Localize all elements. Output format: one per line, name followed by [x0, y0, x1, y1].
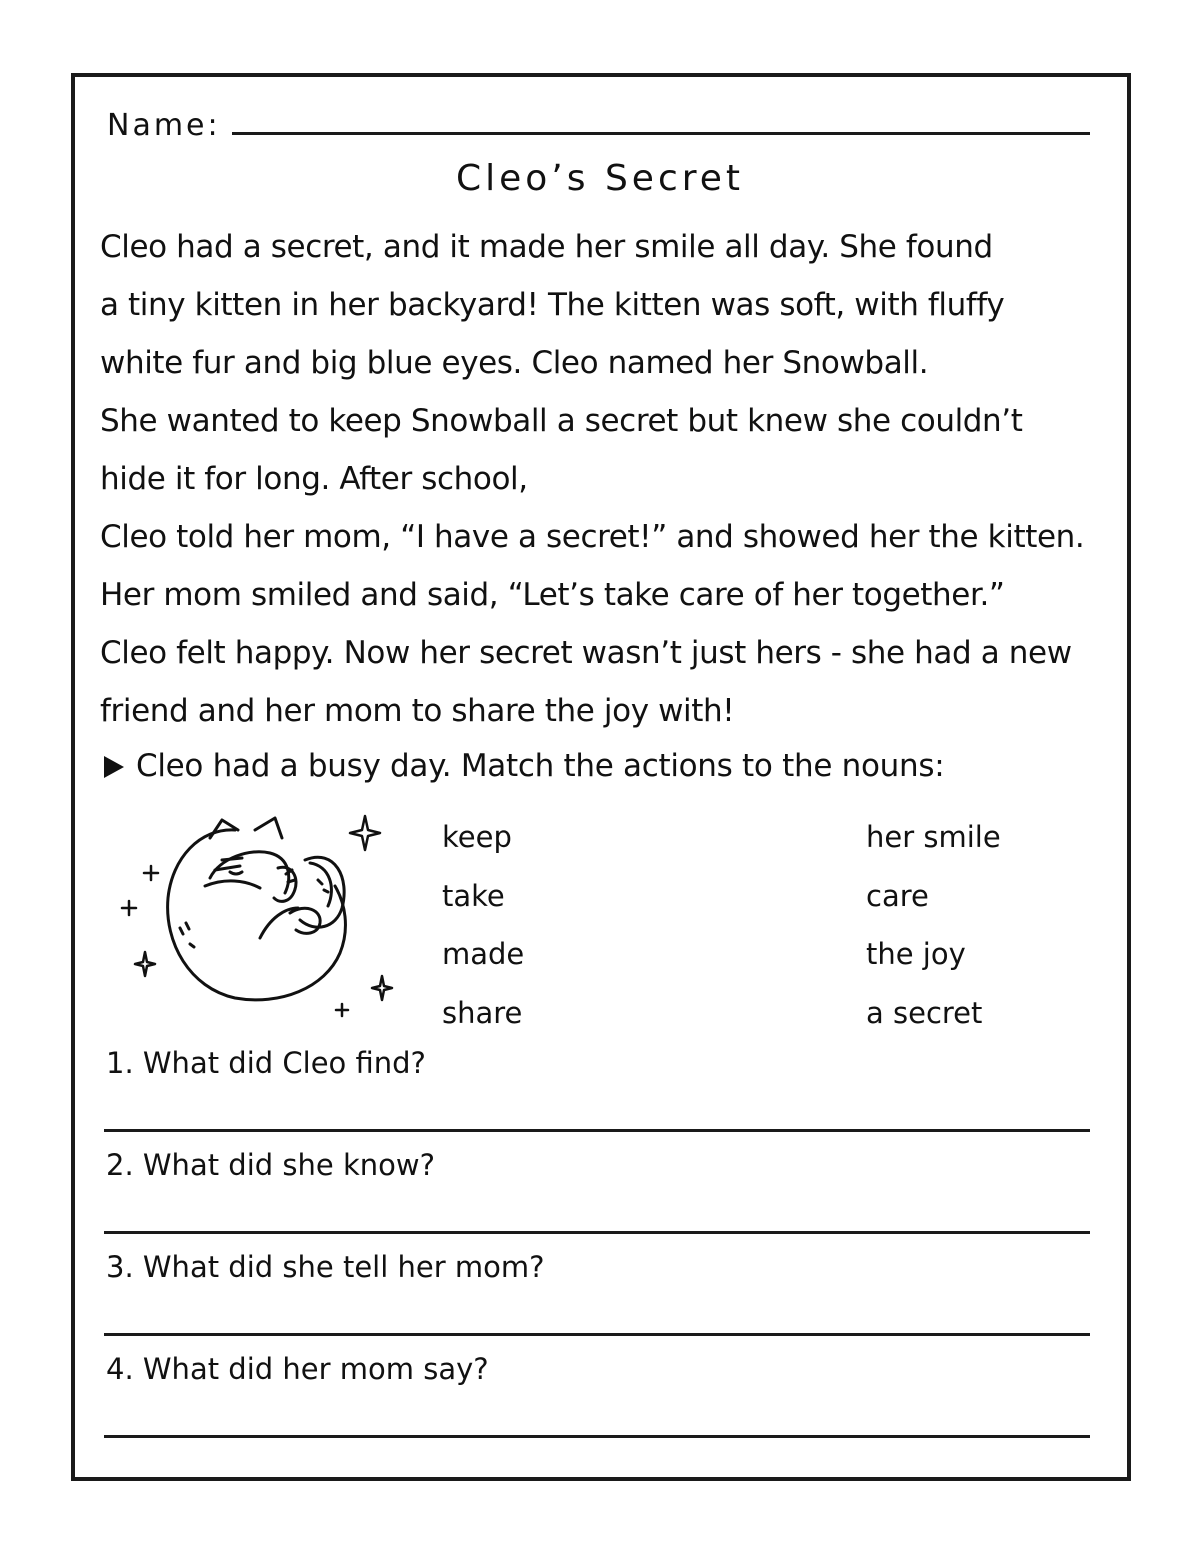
- question-item: [106, 1247, 1092, 1349]
- story-line: friend and her mom to share the joy with!: [100, 693, 735, 729]
- story-line: She wanted to keep Snowball a secret but knew she couldn’t: [100, 403, 1023, 439]
- verb-item[interactable]: take: [442, 878, 505, 913]
- triangle-bullet-icon: [104, 756, 124, 778]
- verb-column: [442, 808, 524, 1042]
- matching-instruction: [104, 748, 944, 784]
- question-text: 4. What did her mom say?: [106, 1352, 489, 1386]
- worksheet-title: Cleo’s Secret: [455, 158, 745, 199]
- noun-item[interactable]: care: [866, 878, 929, 913]
- verb-item[interactable]: share: [442, 995, 523, 1030]
- name-answer-line[interactable]: [232, 132, 1090, 135]
- answer-line[interactable]: [104, 1333, 1090, 1336]
- verb-item[interactable]: keep: [442, 820, 512, 854]
- answer-line[interactable]: [104, 1129, 1090, 1132]
- question-text: 1. What did Cleo find?: [106, 1046, 426, 1080]
- question-text: 3. What did she tell her mom?: [106, 1250, 545, 1284]
- name-label: Name:: [107, 108, 221, 143]
- noun-item[interactable]: the joy: [866, 937, 966, 971]
- story-line: Cleo had a secret, and it made her smile all day. She found: [100, 229, 993, 265]
- noun-column: [866, 808, 1001, 1042]
- name-row: [107, 106, 1097, 146]
- question-item: [106, 1043, 1092, 1145]
- instruction-text: Cleo had a busy day. Match the actions to the nouns:: [136, 748, 945, 784]
- answer-line[interactable]: [104, 1435, 1090, 1438]
- noun-item[interactable]: a secret: [866, 995, 983, 1030]
- story-line: Cleo told her mom, “I have a secret!” and showed her the kitten.: [100, 519, 1085, 555]
- story-line: hide it for long. After school,: [100, 461, 528, 497]
- story-line: Cleo felt happy. Now her secret wasn’t just hers - she had a new: [100, 635, 1072, 671]
- question-item: [106, 1145, 1092, 1247]
- noun-item[interactable]: her smile: [866, 820, 1001, 854]
- story-line: Her mom smiled and said, “Let’s take care of her together.”: [100, 577, 1005, 613]
- sleeping-cat-icon: [110, 808, 410, 1028]
- answer-line[interactable]: [104, 1231, 1090, 1234]
- question-item: [106, 1349, 1092, 1451]
- question-text: 2. What did she know?: [106, 1148, 435, 1182]
- questions-section: [106, 1043, 1092, 1451]
- verb-item[interactable]: made: [442, 937, 525, 971]
- story-line: white fur and big blue eyes. Cleo named her Snowball.: [100, 345, 929, 381]
- story-line: a tiny kitten in her backyard! The kitten was soft, with fluffy: [100, 287, 1005, 323]
- story-passage: [100, 218, 1130, 740]
